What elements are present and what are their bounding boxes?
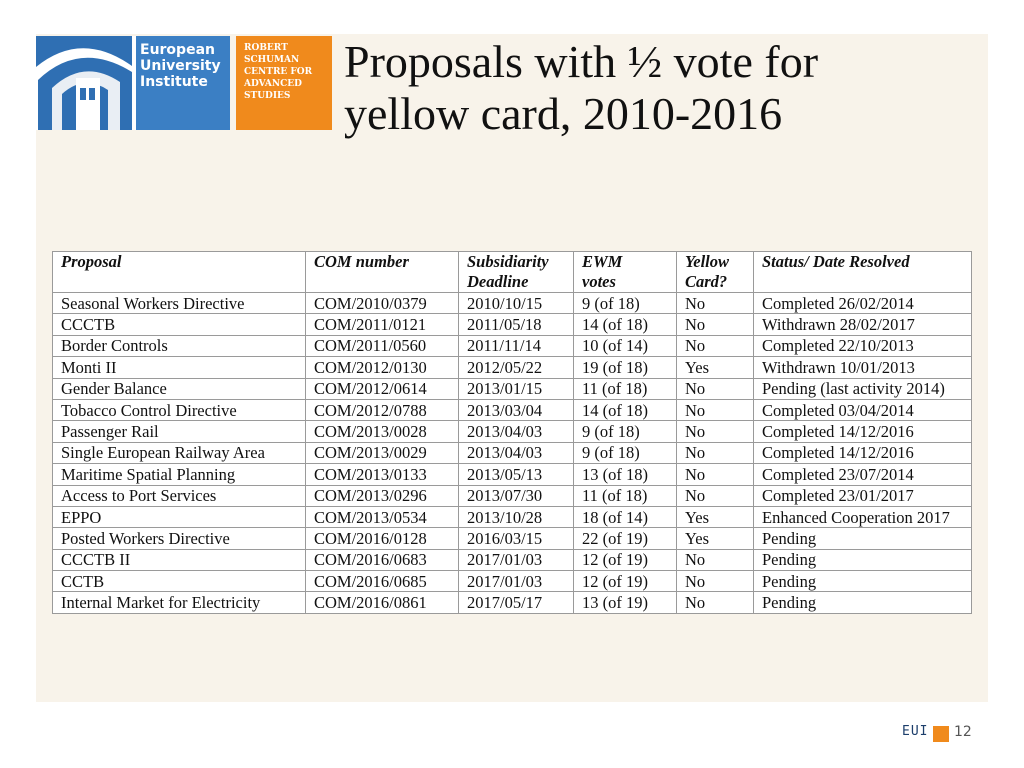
table-cell: Pending — [754, 528, 972, 549]
table-cell: 11 (of 18) — [574, 485, 677, 506]
slide-title: Proposals with ½ vote for yellow card, 2010-2016 — [344, 36, 819, 139]
column-header-ewm-votes: EWM votes — [574, 252, 677, 293]
table-cell: 9 (of 18) — [574, 442, 677, 463]
table-cell: COM/2016/0128 — [306, 528, 459, 549]
table-cell: 22 (of 19) — [574, 528, 677, 549]
column-header-com-number: COM number — [306, 252, 459, 293]
table-cell: COM/2012/0130 — [306, 357, 459, 378]
table-row — [53, 464, 972, 485]
table-cell: COM/2016/0683 — [306, 549, 459, 570]
table-cell: Pending — [754, 592, 972, 613]
table-cell: 2012/05/22 — [459, 357, 574, 378]
table-cell: Yes — [677, 357, 754, 378]
table-cell: COM/2013/0028 — [306, 421, 459, 442]
table-row — [53, 399, 972, 420]
table-cell: Withdrawn 10/01/2013 — [754, 357, 972, 378]
table-cell: 2016/03/15 — [459, 528, 574, 549]
table-cell: No — [677, 378, 754, 399]
table-cell: Monti II — [53, 357, 306, 378]
table-cell: No — [677, 335, 754, 356]
rsc-logo — [236, 36, 332, 130]
table-cell: 14 (of 18) — [574, 314, 677, 335]
table-cell: COM/2013/0029 — [306, 442, 459, 463]
table-row — [53, 592, 972, 613]
proposals-table — [52, 251, 972, 614]
table-cell: Tobacco Control Directive — [53, 399, 306, 420]
table-cell: CCCTB II — [53, 549, 306, 570]
table-cell: 9 (of 18) — [574, 293, 677, 314]
table-body — [53, 293, 972, 614]
table-cell: 19 (of 18) — [574, 357, 677, 378]
table-cell: Pending — [754, 571, 972, 592]
table-cell: COM/2010/0379 — [306, 293, 459, 314]
table-cell: 2017/05/17 — [459, 592, 574, 613]
table-row — [53, 442, 972, 463]
table-cell: Access to Port Services — [53, 485, 306, 506]
table-cell: 2013/03/04 — [459, 399, 574, 420]
table-cell: EPPO — [53, 506, 306, 527]
table-cell: No — [677, 485, 754, 506]
table-cell: Internal Market for Electricity — [53, 592, 306, 613]
table-cell: COM/2012/0614 — [306, 378, 459, 399]
table-cell: 2013/01/15 — [459, 378, 574, 399]
table-cell: Passenger Rail — [53, 421, 306, 442]
logo-divider — [132, 36, 136, 130]
table-cell: Enhanced Cooperation 2017 — [754, 506, 972, 527]
table-cell: COM/2016/0685 — [306, 571, 459, 592]
table-cell: 2011/11/14 — [459, 335, 574, 356]
table-cell: No — [677, 464, 754, 485]
table-cell: 13 (of 18) — [574, 464, 677, 485]
table-cell: CCCTB — [53, 314, 306, 335]
page-number: 12 — [954, 724, 972, 740]
table-cell: CCTB — [53, 571, 306, 592]
column-header-proposal: Proposal — [53, 252, 306, 293]
table-cell: No — [677, 421, 754, 442]
table-cell: No — [677, 293, 754, 314]
table-cell: Single European Railway Area — [53, 442, 306, 463]
table-cell: Completed 23/07/2014 — [754, 464, 972, 485]
table-cell: 2013/10/28 — [459, 506, 574, 527]
eui-logo-text: European University Institute — [140, 42, 221, 90]
eui-building-icon — [36, 36, 132, 130]
table-row — [53, 528, 972, 549]
table-cell: COM/2013/0296 — [306, 485, 459, 506]
table-cell: Completed 22/10/2013 — [754, 335, 972, 356]
table-cell: COM/2011/0560 — [306, 335, 459, 356]
table-cell: COM/2013/0534 — [306, 506, 459, 527]
table-cell: Withdrawn 28/02/2017 — [754, 314, 972, 335]
table-cell: No — [677, 571, 754, 592]
table-cell: No — [677, 314, 754, 335]
column-header-status: Status/ Date Resolved — [754, 252, 972, 293]
table-cell: 2013/04/03 — [459, 442, 574, 463]
table-cell: 11 (of 18) — [574, 378, 677, 399]
table-cell: 2010/10/15 — [459, 293, 574, 314]
table-cell: COM/2011/0121 — [306, 314, 459, 335]
table-cell: No — [677, 399, 754, 420]
table-cell: COM/2016/0861 — [306, 592, 459, 613]
table-cell: 12 (of 19) — [574, 549, 677, 570]
table-cell: Completed 14/12/2016 — [754, 442, 972, 463]
table-row — [53, 549, 972, 570]
table-cell: COM/2013/0133 — [306, 464, 459, 485]
table-cell: 2017/01/03 — [459, 571, 574, 592]
table-row — [53, 293, 972, 314]
table-row — [53, 506, 972, 527]
table-row — [53, 378, 972, 399]
table-cell: 9 (of 18) — [574, 421, 677, 442]
table-cell: 13 (of 19) — [574, 592, 677, 613]
table-cell: Yes — [677, 506, 754, 527]
table-cell: 18 (of 14) — [574, 506, 677, 527]
table-cell: Pending — [754, 549, 972, 570]
table-cell: Pending (last activity 2014) — [754, 378, 972, 399]
table-cell: 2011/05/18 — [459, 314, 574, 335]
table-cell: Completed 26/02/2014 — [754, 293, 972, 314]
table-header-row — [53, 252, 972, 293]
eui-logo — [36, 36, 230, 130]
table-row — [53, 335, 972, 356]
table-cell: No — [677, 592, 754, 613]
table-cell: Completed 03/04/2014 — [754, 399, 972, 420]
footer-orange-square — [933, 726, 949, 742]
table-row — [53, 314, 972, 335]
column-header-subsidiarity-deadline: Subsidiarity Deadline — [459, 252, 574, 293]
table-row — [53, 571, 972, 592]
table-cell: Seasonal Workers Directive — [53, 293, 306, 314]
table-cell: 2017/01/03 — [459, 549, 574, 570]
table-cell: 10 (of 14) — [574, 335, 677, 356]
table-cell: 2013/05/13 — [459, 464, 574, 485]
table-cell: COM/2012/0788 — [306, 399, 459, 420]
table-cell: Completed 23/01/2017 — [754, 485, 972, 506]
table-cell: Posted Workers Directive — [53, 528, 306, 549]
table-row — [53, 485, 972, 506]
table-cell: No — [677, 442, 754, 463]
column-header-yellow-card: Yellow Card? — [677, 252, 754, 293]
footer-eui-logo: EUI — [902, 724, 929, 739]
table-cell: 12 (of 19) — [574, 571, 677, 592]
table-row — [53, 421, 972, 442]
table-cell: 2013/07/30 — [459, 485, 574, 506]
table-cell: Maritime Spatial Planning — [53, 464, 306, 485]
table-cell: Yes — [677, 528, 754, 549]
table-cell: Border Controls — [53, 335, 306, 356]
table-cell: Gender Balance — [53, 378, 306, 399]
table-cell: 2013/04/03 — [459, 421, 574, 442]
table-cell: Completed 14/12/2016 — [754, 421, 972, 442]
rsc-logo-text: ROBERT SCHUMAN CENTRE FOR ADVANCED STUDIES — [244, 43, 313, 101]
table-row — [53, 357, 972, 378]
table-cell: 14 (of 18) — [574, 399, 677, 420]
table-cell: No — [677, 549, 754, 570]
